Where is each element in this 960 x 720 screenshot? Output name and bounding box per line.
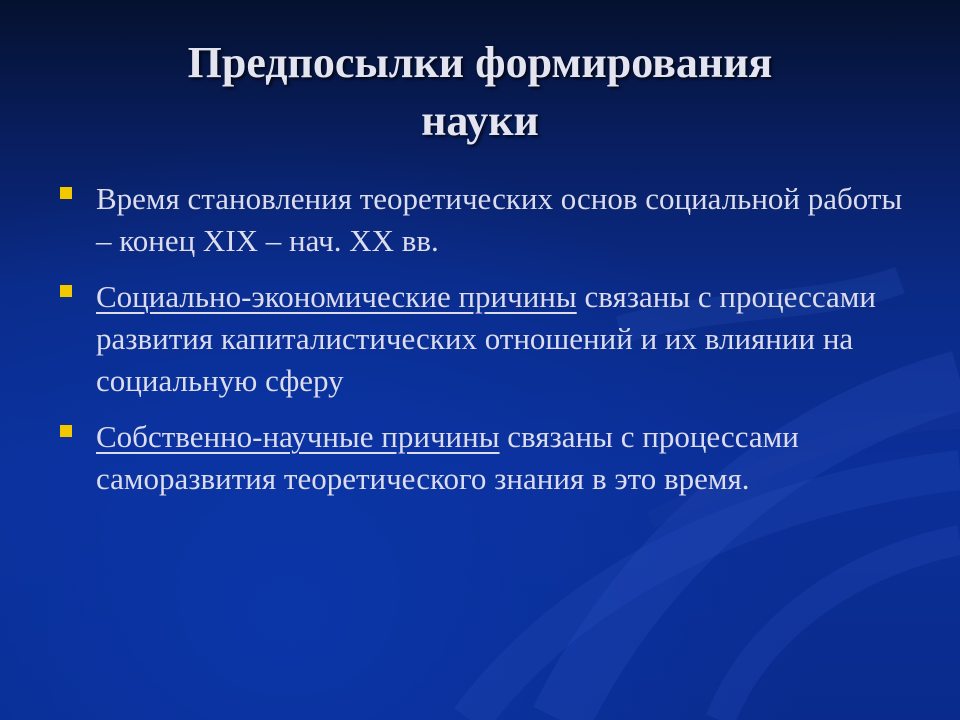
- bullet-square-icon: [60, 285, 72, 297]
- bullet-item-1: [60, 178, 910, 262]
- bullet-square-icon: [60, 187, 72, 199]
- bullet-square-icon: [60, 425, 72, 437]
- bullet-3-text: связаны с процессами саморазвития теоретического знания в это время.: [96, 419, 799, 496]
- bullet-item-2: [60, 276, 910, 402]
- slide-title: [0, 34, 960, 150]
- bullet-item-3: [60, 416, 910, 500]
- bullet-2-underlined-lead: Социально-экономические причины: [96, 279, 577, 314]
- slide-title-line-1: Предпосылки формирования: [187, 38, 773, 87]
- bullet-3-underlined-lead: Собственно-научные причины: [96, 419, 500, 454]
- bullet-1-text: Время становления теоретических основ социальной работы – конец XIX – нач. XX вв.: [96, 181, 903, 258]
- bullet-2-text: связаны с процессами развития капиталистических отношений и их влиянии на социальную сферу: [96, 279, 876, 398]
- bullet-list: [60, 178, 910, 514]
- slide-title-line-2: науки: [421, 96, 539, 145]
